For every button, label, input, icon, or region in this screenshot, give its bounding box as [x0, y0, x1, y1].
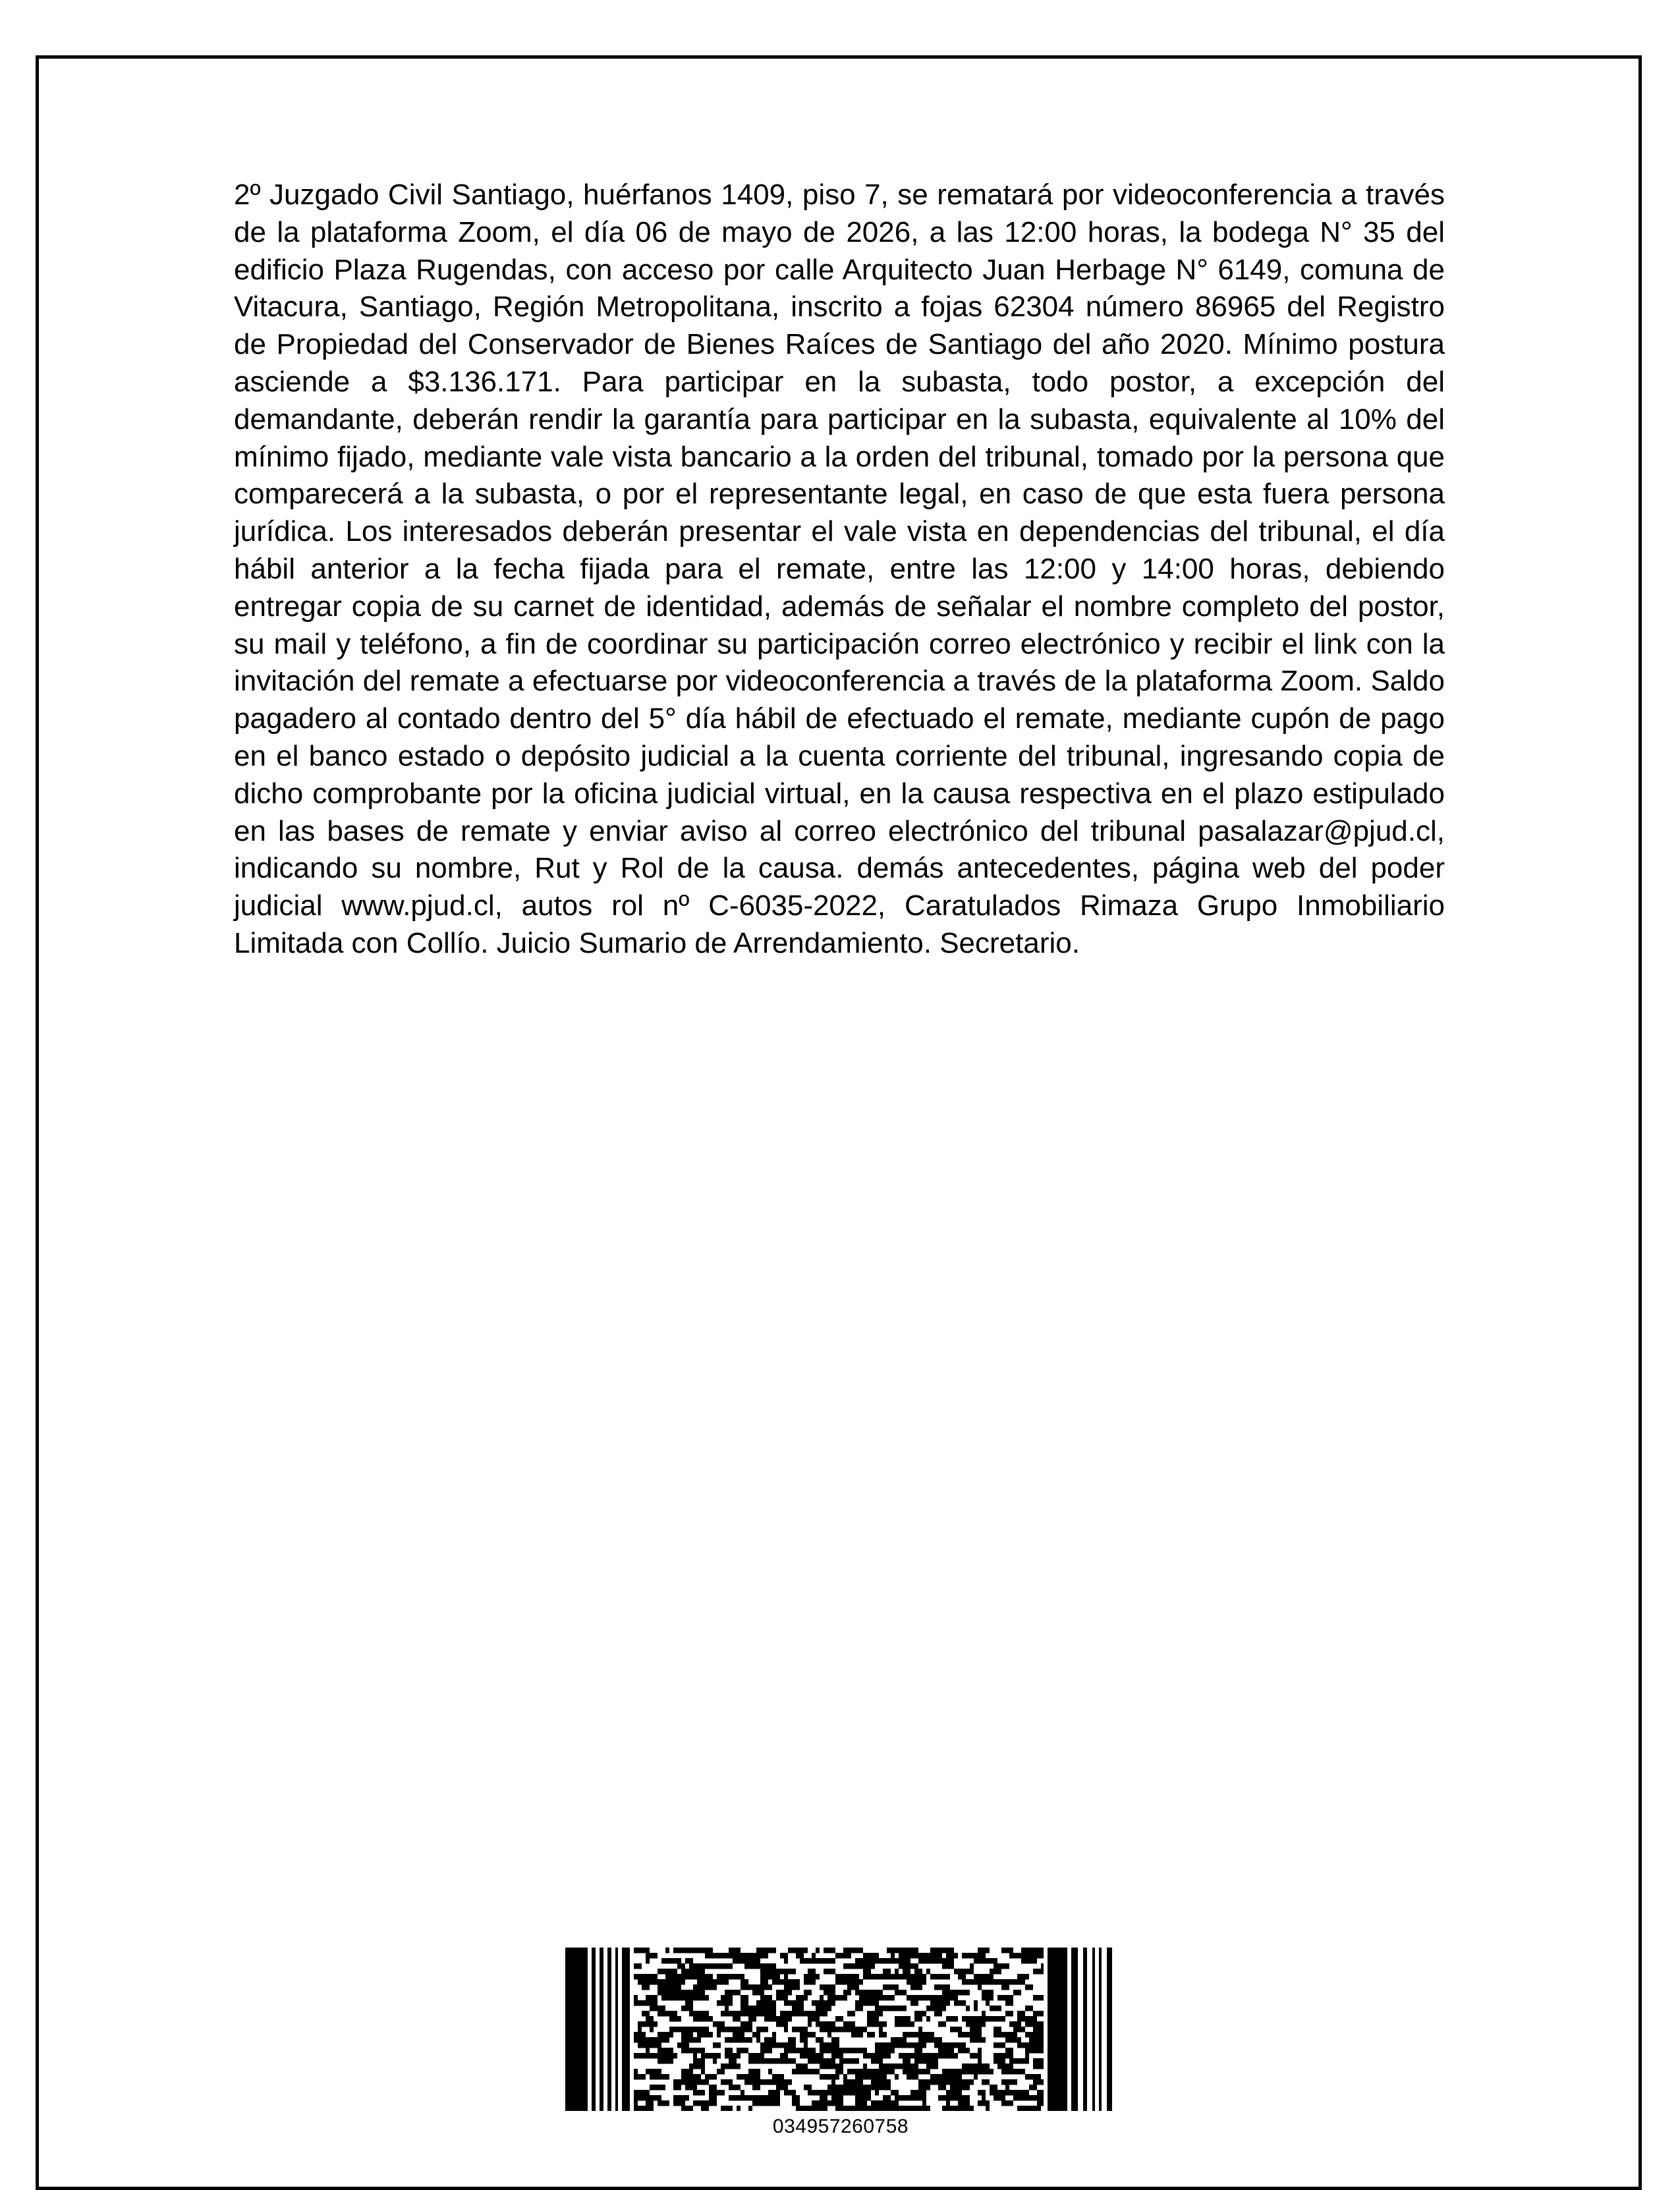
pdf417-barcode-icon: [565, 1948, 1116, 2111]
auction-notice-text: 2º Juzgado Civil Santiago, huérfanos 1409, piso 7, se rematará por videoconferencia a través de la plataforma Zoom, el día 06 de mayo de 2026, a las 12:00 horas, la bodega N° 35 del edificio Plaza Rugendas, con acceso por calle Arquitecto Juan Herbage N° 6149, comuna de Vitacura, Santiago, Región Metropolitana, inscrito a fojas 62304 número 86965 del Registro de Propiedad del Conservador de Bienes Raíces de Santiago del año 2020. Mínimo postura asciende a $3.136.171. Para participar en la subasta, todo postor, a excepción del demandante, deberán rendir la garantía para participar en la subasta, equivalente al 10% del mínimo fijado, mediante vale vista bancario a la orden del tribunal, tomado por la persona que comparecerá a la subasta, o por el representante legal, en caso de que esta fuera persona jurídica. Los interesados deberán presentar el vale vista en dependencias del tribunal, el día hábil anterior a la fecha fijada para el remate, entre las 12:00 y 14:00 horas, debiendo entregar copia de su carnet de identidad, además de señalar el nombre completo del postor, su mail y teléfono, a fin de coordinar su participación correo electrónico y recibir el link con la invitación del remate a efectuarse por videoconferencia a través de la plataforma Zoom. Saldo pagadero al contado dentro del 5° día hábil de efectuado el remate, mediante cupón de pago en el banco estado o depósito judicial a la cuenta corriente del tribunal, ingresando copia de dicho comprobante por la oficina judicial virtual, en la causa respectiva en el plazo estipulado en las bases de remate y enviar aviso al correo electrónico del tribunal pasalazar@pjud.cl, indicando su nombre, Rut y Rol de la causa. demás antecedentes, página web del poder judicial www.pjud.cl, autos rol nº C-6035-2022, Caratulados Rimaza Grupo Inmobiliario Limitada con Collío. Juicio Sumario de Arrendamiento. Secretario.: [234, 179, 1445, 959]
barcode-number: 034957260758: [772, 2116, 909, 2137]
